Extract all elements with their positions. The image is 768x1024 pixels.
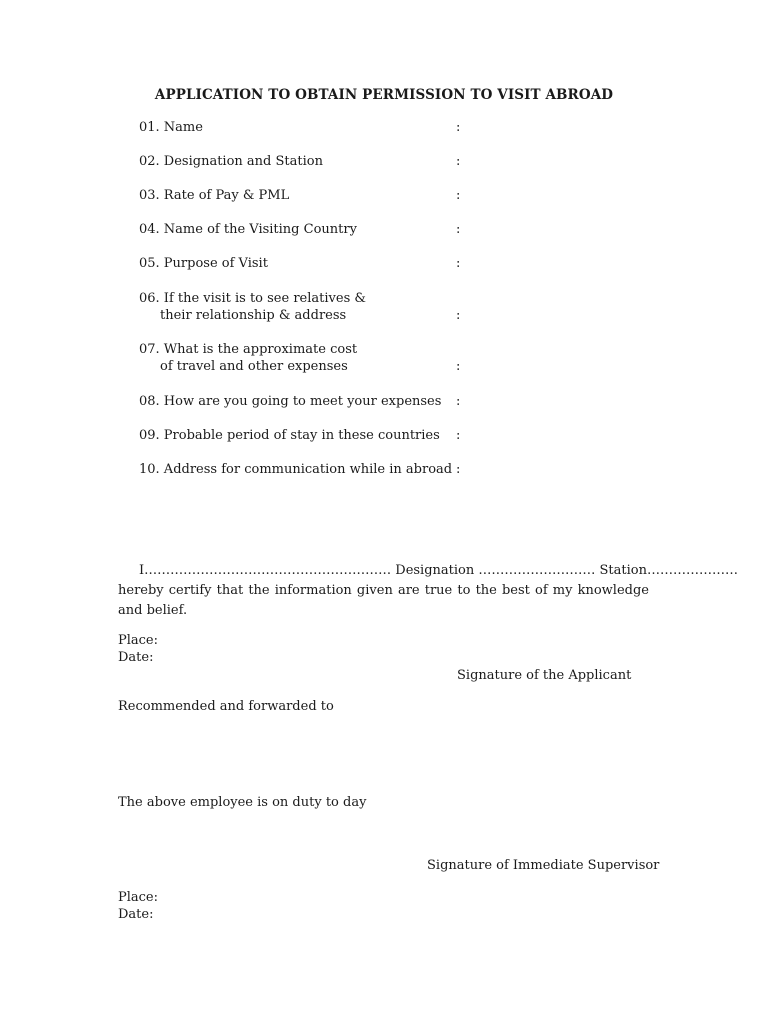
certification-body: hereby certify that the information given are true to the best of my knowledge and belief. [118, 583, 649, 618]
field-label-approx-cost: 07. What is the approximate cost [139, 342, 358, 357]
field-colon-name: : [456, 120, 461, 135]
field-label-approx-cost-cont: of travel and other expenses [160, 359, 348, 374]
field-label-purpose: 05. Purpose of Visit [139, 256, 268, 271]
field-label-meet-expenses: 08. How are you going to meet your expenses [139, 394, 442, 409]
field-label-visiting-country: 04. Name of the Visiting Country [139, 222, 357, 237]
field-colon-purpose: : [456, 256, 461, 271]
supervisor-date-label: Date: [118, 907, 154, 922]
applicant-place-label: Place: [118, 633, 159, 648]
field-label-name: 01. Name [139, 120, 203, 135]
field-colon-rate-of-pay: : [456, 188, 461, 203]
applicant-signature-label: Signature of the Applicant [457, 668, 632, 683]
supervisor-place-label: Place: [118, 890, 159, 905]
field-label-address-abroad: 10. Address for communication while in abroad [139, 462, 453, 477]
certification-paragraph [118, 561, 738, 621]
field-colon-relatives: : [456, 308, 461, 323]
recommendation-text: Recommended and forwarded to [118, 699, 334, 714]
field-colon-approx-cost: : [456, 359, 461, 374]
duty-statement: The above employee is on duty to day [118, 795, 367, 810]
field-colon-designation: : [456, 154, 461, 169]
field-label-relatives: 06. If the visit is to see relatives & [139, 291, 366, 306]
supervisor-signature-label: Signature of Immediate Supervisor [427, 858, 660, 873]
field-colon-period-of-stay: : [456, 428, 461, 443]
certification-line: I………………………………………………… Designation ……………………… Station………………… [139, 563, 738, 578]
field-label-rate-of-pay: 03. Rate of Pay & PML [139, 188, 290, 203]
field-colon-visiting-country: : [456, 222, 461, 237]
applicant-date-label: Date: [118, 650, 154, 665]
field-label-relatives-cont: their relationship & address [160, 308, 347, 323]
field-colon-meet-expenses: : [456, 394, 461, 409]
field-label-period-of-stay: 09. Probable period of stay in these countries [139, 428, 440, 443]
field-colon-address-abroad: : [456, 462, 461, 477]
form-title: APPLICATION TO OBTAIN PERMISSION TO VISIT ABROAD [154, 87, 614, 103]
field-label-designation: 02. Designation and Station [139, 154, 323, 169]
